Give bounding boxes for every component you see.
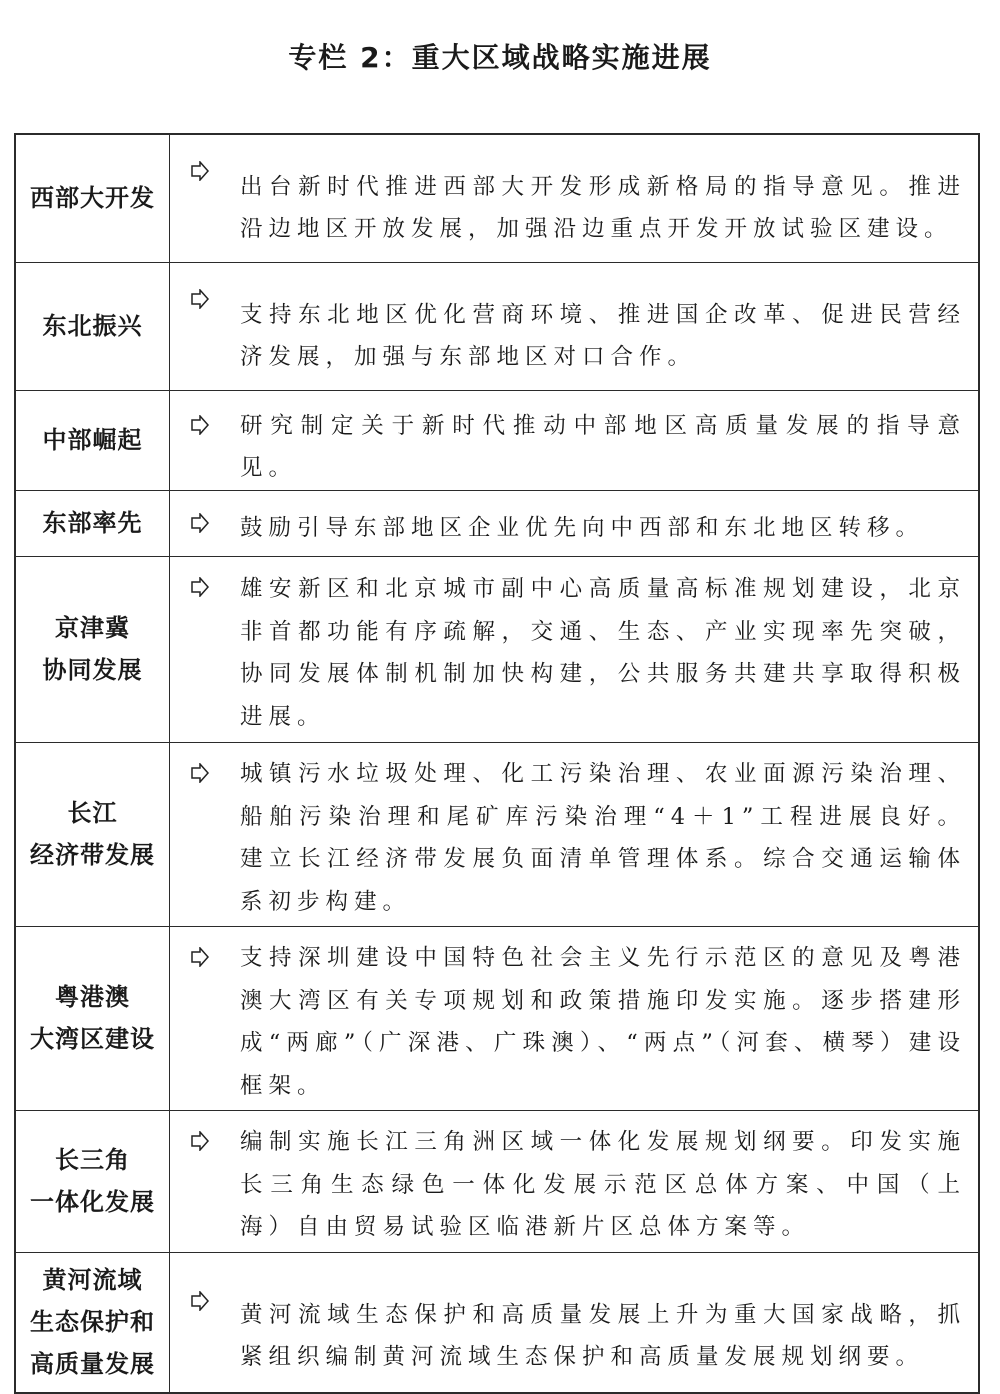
table-row [15, 390, 979, 490]
row-label: 粤港澳 大湾区建设 [15, 926, 170, 1110]
row-label: 东部率先 [15, 490, 170, 556]
arrow-bullet-icon [190, 289, 210, 309]
row-content [170, 490, 980, 556]
table-row [15, 1252, 979, 1393]
row-content [170, 390, 980, 490]
strategy-table [14, 133, 980, 1394]
row-label: 东北振兴 [15, 262, 170, 390]
table-row [15, 742, 979, 926]
page-title: 专栏 2：重大区域战略实施进展 [288, 41, 712, 74]
arrow-bullet-icon [190, 947, 210, 967]
table-row [15, 926, 979, 1110]
row-label: 长江 经济带发展 [15, 742, 170, 926]
row-label: 黄河流域 生态保护和 高质量发展 [15, 1252, 170, 1393]
arrow-bullet-icon [190, 161, 210, 181]
row-content [170, 1252, 980, 1393]
row-text: 出台新时代推进西部大开发形成新格局的指导意见。推进沿边地区开放发展，加强沿边重点开发开放试验区建设。 [240, 173, 966, 243]
row-label: 西部大开发 [15, 134, 170, 262]
row-label: 京津冀 协同发展 [15, 556, 170, 742]
arrow-bullet-icon [190, 577, 210, 597]
table-row [15, 556, 979, 742]
arrow-bullet-icon [190, 415, 210, 435]
row-label: 长三角 一体化发展 [15, 1110, 170, 1252]
row-content [170, 926, 980, 1110]
row-label: 中部崛起 [15, 390, 170, 490]
row-text: 编制实施长江三角洲区域一体化发展规划纲要。印发实施长三角生态绿色一体化发展示范区总体方案、中国（上海）自由贸易试验区临港新片区总体方案等。 [240, 1129, 966, 1241]
row-text: 雄安新区和北京城市副中心高质量高标准规划建设，北京非首都功能有序疏解，交通、生态、产业实现率先突破，协同发展体制机制加快构建，公共服务共建共享取得积极进展。 [240, 576, 966, 730]
row-text: 鼓励引导东部地区企业优先向中西部和东北地区转移。 [240, 515, 925, 542]
row-text: 研究制定关于新时代推动中部地区高质量发展的指导意见。 [240, 412, 966, 481]
table-row [15, 1110, 979, 1252]
arrow-bullet-icon [190, 513, 210, 533]
row-text: 城镇污水垃圾处理、化工污染治理、农业面源污染治理、船舶污染治理和尾矿库污染治理“4＋1”工程进展良好。建立长江经济带发展负面清单管理体系。综合交通运输体系初步构建。 [240, 761, 966, 915]
table-row [15, 262, 979, 390]
arrow-bullet-icon [190, 1291, 210, 1311]
row-content [170, 1110, 980, 1252]
arrow-bullet-icon [190, 763, 210, 783]
row-content [170, 134, 980, 262]
row-text: 支持东北地区优化营商环境、推进国企改革、促进民营经济发展，加强与东部地区对口合作。 [240, 301, 966, 370]
row-content [170, 742, 980, 926]
row-content [170, 556, 980, 742]
row-text: 支持深圳建设中国特色社会主义先行示范区的意见及粤港澳大湾区有关专项规划和政策措施印发实施。逐步搭建形成“两廊”（广深港、广珠澳）、“两点”（河套、横琴）建设框架。 [240, 945, 966, 1099]
table-row [15, 490, 979, 556]
row-text: 黄河流域生态保护和高质量发展上升为重大国家战略，抓紧组织编制黄河流域生态保护和高质量发展规划纲要。 [240, 1301, 966, 1371]
table-row [15, 134, 979, 262]
row-content [170, 262, 980, 390]
arrow-bullet-icon [190, 1131, 210, 1151]
